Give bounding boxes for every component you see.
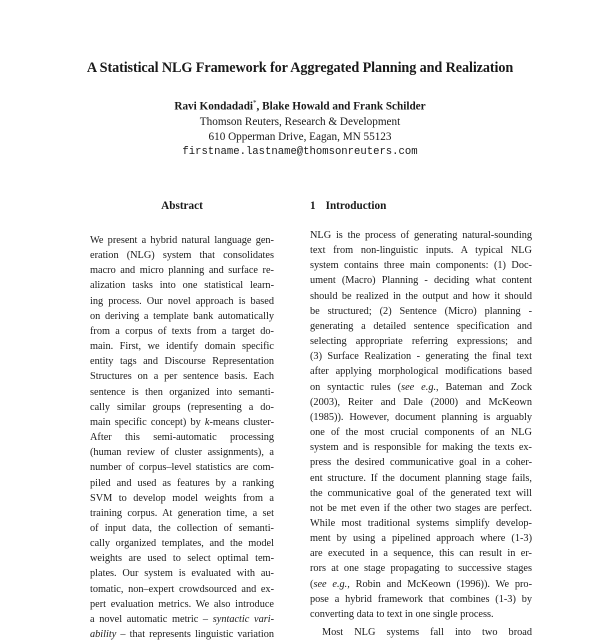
intro-line: generating a detailed sentence specification and [310,320,532,332]
intro-line: system contains three main components: (1) Doc- [310,260,532,272]
author-first: Ravi Kondadadi [174,100,254,113]
abstract-line: piled and used as features by a ranking [90,477,274,489]
abstract-line-text: main specific concept) by [90,416,201,428]
intro-line [310,380,532,395]
abstract-line: number of corpus–level statistics are com- [90,462,274,474]
intro-line: While most traditional systems simplify develop- [310,517,532,529]
section-title: Introduction [325,200,387,212]
abstract-heading: Abstract [161,200,203,212]
intro-line: one of the most crucial components of an NLG [310,427,532,439]
abstract-line: entity tags and Discourse Representation [90,356,274,368]
abstract-line: from a corpus of texts from a target do- [90,325,274,337]
intro-line [310,577,532,592]
affiliation: Thomson Reuters, Research & Development [199,115,401,128]
abstract-line: cally similar groups (representing a do- [90,401,274,413]
abstract-line: pert evaluation metrics. We also introduce [90,598,274,610]
section-number: 1 [310,200,316,212]
author-footnote-mark: * [253,99,257,107]
intro-line: selecting appropriate referring expressions; and [310,336,532,348]
author-names [100,96,500,115]
abstract-line [90,415,274,430]
abstract-line: weights are used to select optimal tem- [90,553,274,565]
abstract-line: sentence is then organized into semanti- [90,386,274,398]
intro-line: not be met even if the other two stages are perfect. [310,502,532,514]
intro-line: press the desired communicative goal in a coher- [310,457,532,469]
abstract-line: alization tasks into one statistical learn- [90,280,274,292]
intro-line: the communicative goal of the generated text will [310,487,532,499]
intro-line: ent structure. If the document planning stage fails, [310,472,532,484]
intro-line: are executed in a sequence, this can result in er- [310,548,532,560]
abstract-line: After this semi-automatic processing [90,432,274,444]
intro-line-tail: , Bateman and Zock [436,381,533,393]
abstract-italic-term: syntactic vari- [212,613,275,625]
intro-line: text from non-linguistic inputs. A typical NLG [310,245,532,257]
abstract-line: We present a hybrid natural language gen- [90,235,274,246]
abstract-line: main. First, we identify domain specific [90,341,274,353]
abstract-line: Structures on a per sentence basis. Each [90,371,274,383]
intro-line: system and is responsible for making the texts ex- [310,442,532,454]
intro-line: ument (Macro) Planning - deciding what content [310,275,532,287]
intro-line: rors at one stage propagating to successive stages [310,563,532,575]
abstract-body [90,233,274,642]
intro-line: (1985)). However, document planning is arguably [310,411,532,423]
intro-line: converting data to text in one single process. [310,608,494,620]
intro-line-prefix: ( [310,578,314,590]
intro-line-text: Robin and McKeown (1996)). We pro- [355,578,532,590]
abstract-line: eration (NLG) system that consolidates [90,250,274,262]
intro-line: (3) Surface Realization - generating the final text [310,351,532,363]
abstract-line: on deriving a template bank automatically [90,310,274,322]
intro-heading [310,200,386,212]
intro-paragraph-2-line: Most NLG systems fall into two broad [322,627,532,639]
abstract-italic-k: k [204,416,210,428]
intro-line: (2003), Reiter and Dale (2000) and McKeown [310,396,532,408]
abstract-line: ing process. Our novel approach is based [90,295,274,307]
abstract-line [90,612,274,627]
paper-title: A Statistical NLG Framework for Aggregated Planning and Realization [86,60,514,76]
address: 610 Opperman Drive, Eagan, MN 55123 [208,130,392,143]
introduction-body [310,228,532,640]
abstract-italic-term: ability [90,629,117,641]
abstract-line: SVM to develop model weights from a [90,492,274,504]
abstract-line: cally organized templates, and the model [90,538,274,550]
intro-line: be structured; (2) Sentence (Micro) planning - [310,305,532,317]
intro-italic-see: see e.g. [401,381,437,393]
abstract-line-text: a novel automatic metric – [90,613,209,625]
author-block [100,96,500,160]
intro-line: ment by using a pipelined approach where (1-3) [310,533,532,545]
email: firstname.lastname@thomsonreuters.com [182,145,418,158]
abstract-line-text: – that represents linguistic variation [120,629,274,641]
intro-line: NLG is the process of generating natural-sounding [310,230,532,241]
intro-italic-see: see e.g., [313,578,350,590]
author-rest: , Blake Howald and Frank Schilder [256,100,426,113]
abstract-line: of input data, the collection of semanti- [90,522,274,534]
abstract-line [90,627,274,642]
intro-line: pose a hybrid framework that combines (1-3) by [310,593,532,605]
abstract-line: training corpus. At generation time, a set [90,507,274,519]
intro-line: should be realized in the output and how it should [310,290,532,302]
intro-line: after applying morphological modifications based [310,366,532,378]
abstract-line: macro and micro planning and surface re- [90,265,274,277]
abstract-line-tail: -means cluster- [209,416,275,428]
abstract-line: (human review of cluster assignments), a [90,447,274,459]
abstract-line: plates. Our system is evaluated with au- [90,568,274,580]
intro-line-text: on syntactic rules ( [310,381,402,393]
abstract-line: tomatic, non–expert crowdsourced and ex- [90,583,274,595]
